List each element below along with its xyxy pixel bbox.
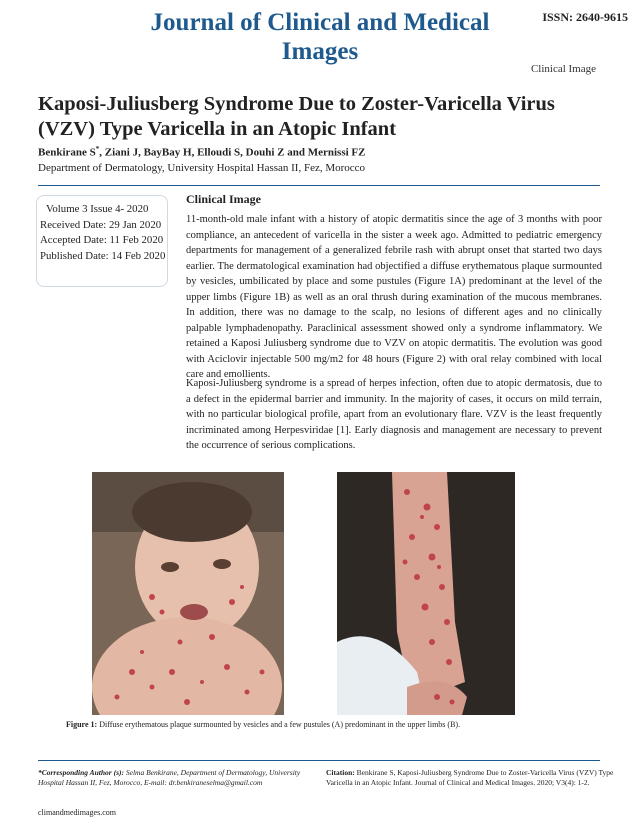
website-link[interactable]: climandmedimages.com (38, 808, 116, 817)
figure-caption-label: Figure 1: (66, 720, 98, 729)
footer-divider (38, 760, 600, 761)
article-title: Kaposi-Juliusberg Syndrome Due to Zoster-Varicella Virus (VZV) Type Varicella in an Atopic Infant (38, 93, 555, 140)
figure-caption (66, 720, 460, 729)
authors-rest: , Ziani J, BayBay H, Elloudi S, Douhi Z and Mernissi FZ (99, 146, 366, 159)
issn: ISSN: 2640-9615 (542, 10, 628, 24)
citation-label: Citation: (326, 768, 355, 777)
journal-title: Journal of Clinical and Medical Images (150, 9, 490, 65)
article-info-box (36, 195, 168, 287)
citation (326, 768, 614, 788)
accepted-date: Accepted Date: 11 Feb 2020 (40, 234, 164, 246)
arm-photo-illustration (337, 472, 515, 715)
section-heading: Clinical Image (186, 192, 261, 206)
corresponding-text: Selma Benkirane, Department of Dermatology, University Hospital Hassan II, Fez, Morocco, E-mail: dr.benkiraneselma@gmail.com (38, 768, 301, 787)
published-date: Published Date: 14 Feb 2020 (40, 249, 166, 262)
article-type: Clinical Image (530, 63, 596, 75)
infant-photo-illustration (92, 472, 284, 715)
corresponding-label: *Corresponding Author (s): (38, 768, 124, 777)
authors (38, 145, 365, 159)
authors-first: Benkirane S (38, 146, 96, 159)
affiliation: Department of Dermatology, University Hospital Hassan II, Fez, Morocco (38, 162, 366, 174)
received-date: Received Date: 29 Jan 2020 (40, 218, 162, 231)
corresponding-author (38, 768, 318, 788)
authors-corresponding-mark: * (95, 145, 100, 153)
figure-1b-image (337, 472, 515, 715)
body-paragraph: Kaposi-Juliusberg syndrome is a spread of herpes infection, often due to atopic dermatosis, due to a defect in the epidermal barrier and immunity. In the majority of cases, it occurs on mild terrain, with no particular biological profile, apart from an evolutionary flare. VZV is the least frequently incriminated among Herpesviridae [1]. Early diagnosis and management are necessary to prevent the occurrence of serious complications. (186, 378, 602, 451)
volume-issue: Volume 3 Issue 4- 2020 (46, 203, 149, 215)
figure-caption-text: Diffuse erythematous plaque surmounted by vesicles and a few pustules (A) predominant in the upper limbs (B). (99, 720, 461, 729)
figure-1a-image (92, 472, 284, 715)
header-divider (38, 185, 600, 186)
body-paragraph: 11-month-old male infant with a history of atopic dermatitis since the age of 3 months with poor compliance, an antecedent of varicella in the sister a week ago. Admitted to pediatric emergency departments for management of a generalized febrile rash with abrupt onset that started two days earlier. The dermatological examination had objectified a diffuse erythematous plaque surmounted by vesicles, umbilicated by place and some pustules (Figure 1A) predominant at the level of the upper limbs (Figure 1B) as well as an oral thrush during examination of the mucous membranes. In addition, there was no damage to the scalp, no lesions of different ages and no clinically palpable lymphadenopathy. Paraclinical assessment showed only a syndrome inflammatory. We retained a Kaposi Juliusberg syndrome due to VZV on atopic dermatitis. The evolution was good with Aciclovir injectable 500 mg/m2 for 48 hours (Figure 2) with oral relay combined with local care and emollients. (186, 214, 602, 380)
citation-text: Benkirane S, Kaposi-Juliusberg Syndrome Due to Zoster-Varicella Virus (VZV) Type Varicella in an Atopic Infant. Journal of Clinical and Medical Images. 2020; V3(4): 1-2. (326, 768, 614, 787)
